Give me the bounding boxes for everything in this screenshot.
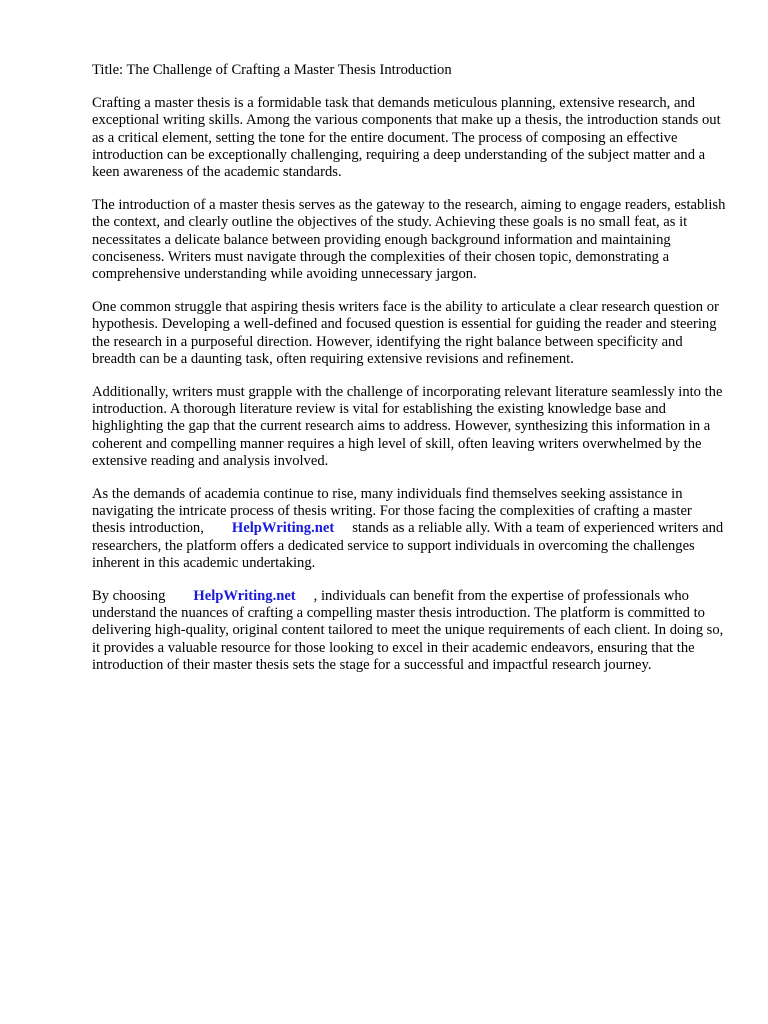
paragraph-4: Additionally, writers must grapple with the challenge of incorporating relevant literature seamlessly into the introduction. A thorough literature review is vital for establishing the existing knowledge base and highlighting the gap that the current research aims to address. However, synthesizing this information in a coherent and compelling manner requires a high level of skill, often leaving writers overwhelmed by the extensive reading and analysis involved. [92,384,723,469]
paragraph-6-text-before: By choosing [92,588,166,605]
paragraph-1: Crafting a master thesis is a formidable task that demands meticulous planning, extensive research, and exceptional writing skills. Among the various components that make up a thesis, the introduction stands out as a critical element, setting the tone for the entire document. The process of composing an effective introduction can be exceptionally challenging, requiring a deep understanding of the subject matter and a keen awareness of the academic standards. [92,95,721,181]
paragraph-5-text-after: stands as a reliable ally. With a team of experienced writers and researchers, the platform offers a dedicated service to support individuals in overcoming the challenges inherent in this academic undertaking. [92,520,724,571]
paragraph-6-text-after: , individuals can benefit from the expertise of professionals who understand the nuances of crafting a compelling master thesis introduction. The platform is committed to delivering high-quality, original content tailored to meet the unique requirements of each client. In doing so, it provides a valuable resource for those looking to excel in their academic endeavors, ensuring that the introduction of their master thesis sets the stage for a successful and impactful research journey. [92,588,724,673]
document-body [92,62,728,690]
helpwriting-link[interactable]: HelpWriting.net [231,520,335,537]
paragraph-5 [92,486,728,572]
paragraph-6 [92,588,728,674]
helpwriting-link-2[interactable]: HelpWriting.net [193,588,296,605]
paragraph-2: The introduction of a master thesis serves as the gateway to the research, aiming to engage readers, establish the context, and clearly outline the objectives of the study. Achieving these goals is no small feat, as it necessitates a delicate balance between providing enough background information and maintaining conciseness. Writers must navigate through the complexities of their chosen topic, demonstrating a comprehensive understanding while avoiding unnecessary jargon. [92,197,726,283]
paragraph-5-text-before: As the demands of academia continue to rise, many individuals find themselves seeking assistance in navigating the intricate process of thesis writing. For those facing the complexities of crafting a master thesis introduction, [92,486,692,537]
paragraph-3: One common struggle that aspiring thesis writers face is the ability to articulate a clear research question or hypothesis. Developing a well-defined and focused question is essential for guiding the reader and steering the research in a purposeful direction. However, identifying the right balance between specificity and breadth can be a daunting task, often requiring extensive revisions and refinement. [92,299,719,367]
document-title: Title: The Challenge of Crafting a Master Thesis Introduction [92,62,452,78]
